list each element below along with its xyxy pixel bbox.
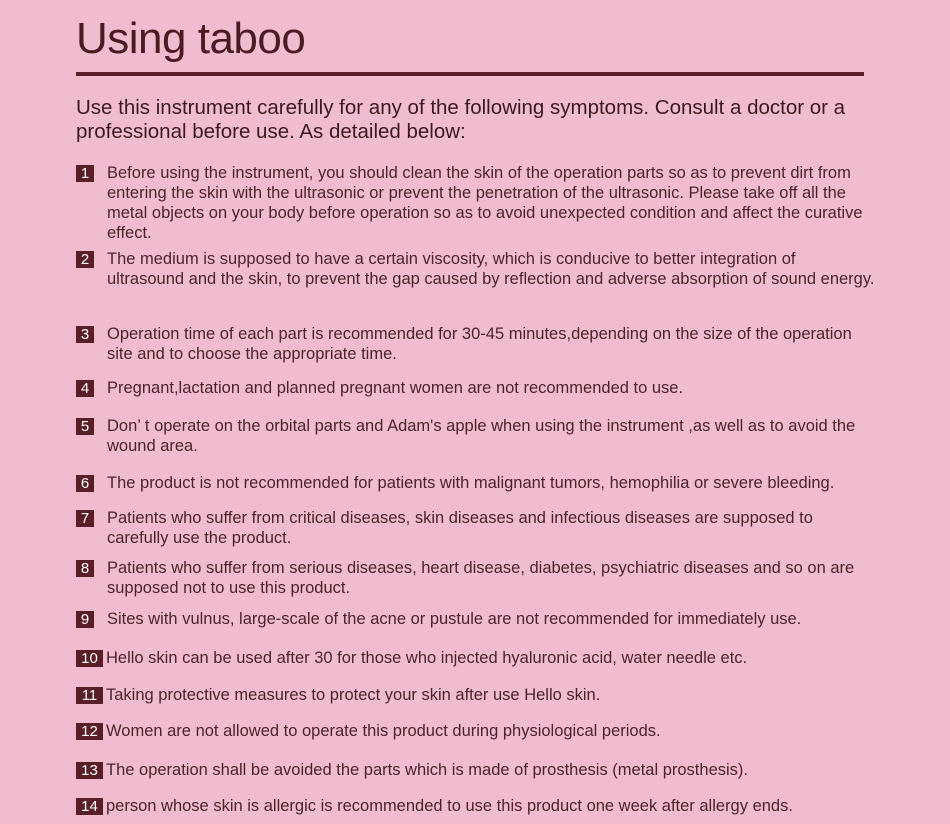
list-item-12 — [76, 721, 876, 741]
title-divider — [76, 72, 864, 76]
item-text: The medium is supposed to have a certain viscosity, which is conducive to better integration of ultrasound and the skin, to prevent the gap caused by reflection and adverse absorption of sound energy. — [107, 250, 875, 288]
item-text: The product is not recommended for patients with malignant tumors, hemophilia or severe bleeding. — [107, 474, 835, 492]
intro-paragraph: Use this instrument carefully for any of the following symptoms. Consult a doctor or a professional before use. As detailed below: — [76, 96, 846, 143]
item-text: Women are not allowed to operate this product during physiological periods. — [106, 722, 661, 740]
item-number-badge: 9 — [76, 611, 94, 628]
item-number-badge: 4 — [76, 380, 94, 397]
item-text: Sites with vulnus, large-scale of the acne or pustule are not recommended for immediately use. — [107, 610, 802, 628]
item-text: Before using the instrument, you should clean the skin of the operation parts so as to prevent dirt from entering the skin with the ultrasonic or prevent the penetration of the ultrasonic. Please take off all the metal objects on your body before operation so as to avoid unexpected condition and affect the curative effect. — [107, 164, 863, 242]
item-number-badge: 7 — [76, 510, 94, 527]
item-number-badge: 6 — [76, 475, 94, 492]
item-number-badge: 11 — [76, 687, 103, 704]
item-text: Patients who suffer from critical diseases, skin diseases and infectious diseases are supposed to carefully use the product. — [107, 509, 813, 547]
item-text: Don’ t operate on the orbital parts and Adam's apple when using the instrument ,as well as to avoid the wound area. — [107, 417, 856, 455]
item-number-badge: 1 — [76, 165, 94, 182]
list-item-7 — [76, 508, 876, 548]
list-item-6 — [76, 473, 876, 493]
item-number-badge: 12 — [76, 723, 103, 740]
item-text: Operation time of each part is recommended for 30-45 minutes,depending on the size of the operation site and to choose the appropriate time. — [107, 325, 852, 363]
item-number-badge: 8 — [76, 560, 94, 577]
item-text: Hello skin can be used after 30 for those who injected hyaluronic acid, water needle etc. — [106, 649, 748, 667]
list-item-8 — [76, 558, 876, 598]
list-item-2 — [76, 249, 876, 289]
item-number-badge: 14 — [76, 798, 103, 815]
item-text: Taking protective measures to protect your skin after use Hello skin. — [106, 686, 601, 704]
list-item-10 — [76, 648, 876, 668]
item-text: person whose skin is allergic is recommended to use this product one week after allergy ends. — [106, 797, 793, 815]
item-text: Pregnant,lactation and planned pregnant women are not recommended to use. — [107, 379, 684, 397]
list-item-1 — [76, 163, 876, 243]
item-number-badge: 3 — [76, 326, 94, 343]
list-item-5 — [76, 416, 876, 456]
item-number-badge: 13 — [76, 762, 103, 779]
page-title: Using taboo — [76, 14, 306, 63]
list-item-3 — [76, 324, 876, 364]
list-item-11 — [76, 685, 876, 705]
list-item-13 — [76, 760, 876, 780]
item-number-badge: 10 — [76, 650, 103, 667]
list-item-4 — [76, 378, 876, 398]
item-number-badge: 2 — [76, 251, 94, 268]
item-text: The operation shall be avoided the parts which is made of prosthesis (metal prosthesis). — [106, 761, 748, 779]
item-text: Patients who suffer from serious diseases, heart disease, diabetes, psychiatric diseases and so on are supposed not to use this product. — [107, 559, 855, 597]
list-item-9 — [76, 609, 876, 629]
item-number-badge: 5 — [76, 418, 94, 435]
list-item-14 — [76, 796, 876, 816]
